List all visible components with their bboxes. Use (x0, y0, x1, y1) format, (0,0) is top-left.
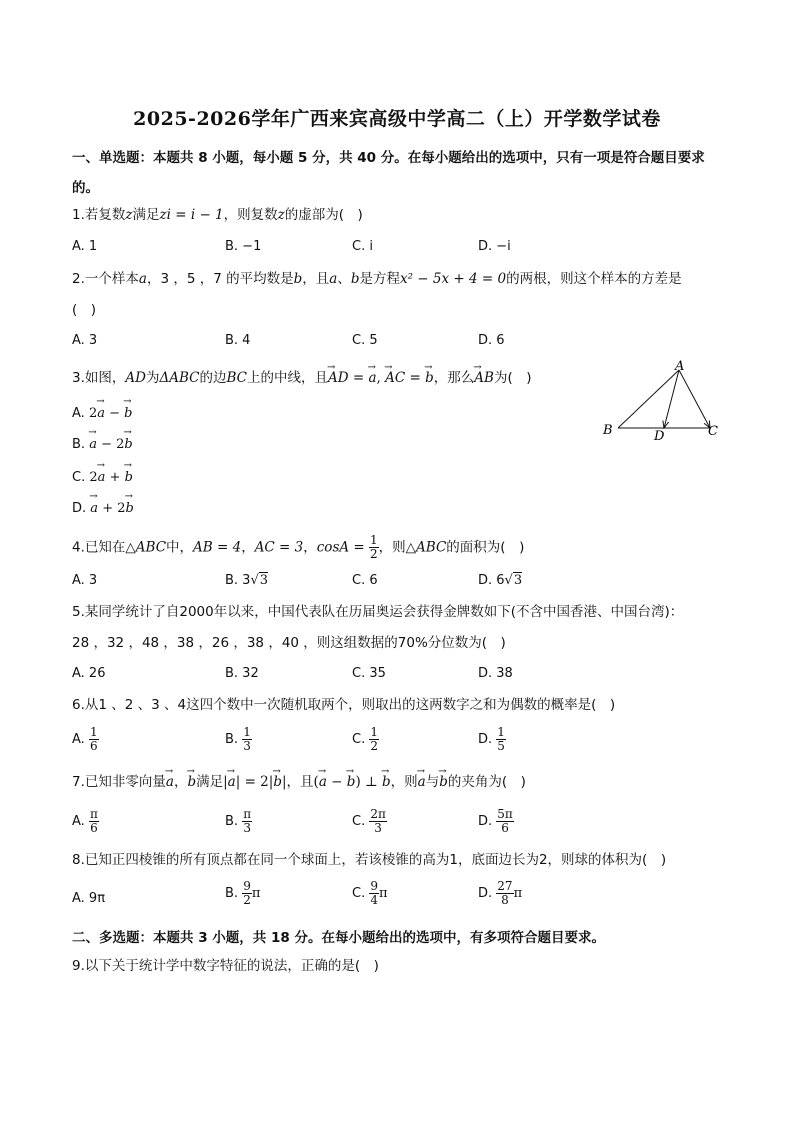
question-4-option-c: C. 6 (352, 573, 378, 588)
question-3-option-d: D. → a + 2→ b (72, 501, 134, 516)
question-8-option-c: C. $\frac{9}{4}$ π (352, 879, 388, 907)
question-5-option-d: D. 38 (478, 666, 513, 681)
question-6-option-a: A. $\frac{1}{6}$ (72, 725, 98, 753)
question-1-option-a: A. 1 (72, 239, 98, 254)
vector-ad (664, 370, 679, 428)
question-8-option-b: B. $\frac{9}{2}$ π (225, 879, 261, 907)
section-2-header: 二、多选题：本题共 3 小题，共 18 分。在每小题给出的选项中，有多项符合题目要求。 (72, 930, 605, 946)
question-7-option-a: A. $\frac{\pi}{6}$ (72, 807, 98, 835)
question-1-stem: 1.若复数z满足zi = i − 1，则复数z的虚部为( ) (72, 207, 363, 223)
question-1-option-b: B. −1 (225, 239, 262, 254)
question-6-stem: 6.从1 、2 、3 、4这四个数中一次随机取两个，则取出的这两数字之和为偶数的概率是( ) (72, 697, 616, 713)
question-6-option-d: D. $\frac{1}{5}$ (478, 725, 505, 753)
question-5-option-b: B. 32 (225, 666, 259, 681)
page-title: 2025-2026学年广西来宾高级中学高二（上）开学数学试卷 (133, 108, 661, 130)
question-6-option-c: C. $\frac{1}{2}$ (352, 725, 378, 753)
triangle-figure (598, 360, 728, 446)
section-1-header-line2: 的。 (72, 180, 99, 196)
question-4-option-d: D. 6√3 (478, 573, 523, 588)
question-2-option-b: B. 4 (225, 333, 251, 348)
question-2-stem: 2.一个样本a，3 ，5 ，7 的平均数是b，且a、b是方程x² − 5x + 4 = 0的两根，则这个样本的方差是 (72, 271, 682, 287)
section-1-header-line1: 一、单选题：本题共 8 小题，每小题 5 分，共 40 分。在每小题给出的选项中，只有一项是符合题目要求 (72, 150, 705, 166)
question-4-option-b: B. 3√3 (225, 573, 269, 588)
question-2-option-a: A. 3 (72, 333, 98, 348)
label-b: B (603, 423, 613, 438)
question-5-data: 28 ，32 ，48 ，38 ，26 ，38 ，40 ，则这组数据的70%分位数为( ) (72, 635, 506, 651)
question-5-option-a: A. 26 (72, 666, 106, 681)
label-d: D (654, 429, 665, 444)
question-2-option-c: C. 5 (352, 333, 378, 348)
question-7-option-d: D. $\frac{5\pi}{6}$ (478, 807, 513, 835)
question-2-stem-line2: ( ) (72, 302, 97, 318)
question-4-option-a: A. 3 (72, 573, 98, 588)
question-5-option-c: C. 35 (352, 666, 386, 681)
label-c: C (708, 424, 718, 439)
fraction: $\frac{1}{2}$ (370, 533, 378, 561)
question-7-option-b: B. $\frac{\pi}{3}$ (225, 807, 252, 835)
question-6-option-b: B. $\frac{1}{3}$ (225, 725, 251, 753)
question-5-stem: 5.某同学统计了自2000年以来，中国代表队在历届奥运会获得金牌数如下(不含中国香港、中国台湾)： (72, 604, 684, 620)
question-9-stem: 9.以下关于统计学中数字特征的说法，正确的是( ) (72, 958, 379, 974)
label-a: A (675, 360, 685, 374)
question-7-stem: 7.已知非零向量→ a，→ b满足|→ a| = 2|→ b|，且(→ a − → b) ⊥ → b，则→ a与→ b的夹角为( ) (72, 773, 526, 791)
question-1-option-d: D. −i (478, 239, 511, 254)
question-4-stem: 4.已知在△ABC中，AB = 4，AC = 3，cosA = $\frac{1}{2}$ ，则△ABC的面积为( ) (72, 533, 525, 561)
question-2-option-d: D. 6 (478, 333, 505, 348)
segment-ab (618, 370, 679, 428)
question-8-option-a: A. 9π (72, 891, 106, 906)
question-3-option-a: A. 2→ a − → b (72, 406, 132, 421)
question-3-stem: 3.如图，AD为ΔABC的边BC上的中线，且→ AD = → a, → AC = → b，那么→ AB为( ) (72, 369, 532, 387)
question-8-stem: 8.已知正四棱锥的所有顶点都在同一个球面上，若该棱锥的高为1，底面边长为2，则球的体积为( ) (72, 852, 667, 868)
vector-ac (679, 370, 710, 428)
question-7-option-c: C. $\frac{2\pi}{3}$ (352, 807, 386, 835)
question-3-option-c: C. 2→ a + → b (72, 470, 133, 485)
question-8-option-d: D. $\frac{27}{8}$ π (478, 879, 523, 907)
question-3-option-b: B. → a − 2→ b (72, 437, 133, 452)
question-1-option-c: C. i (352, 239, 373, 254)
